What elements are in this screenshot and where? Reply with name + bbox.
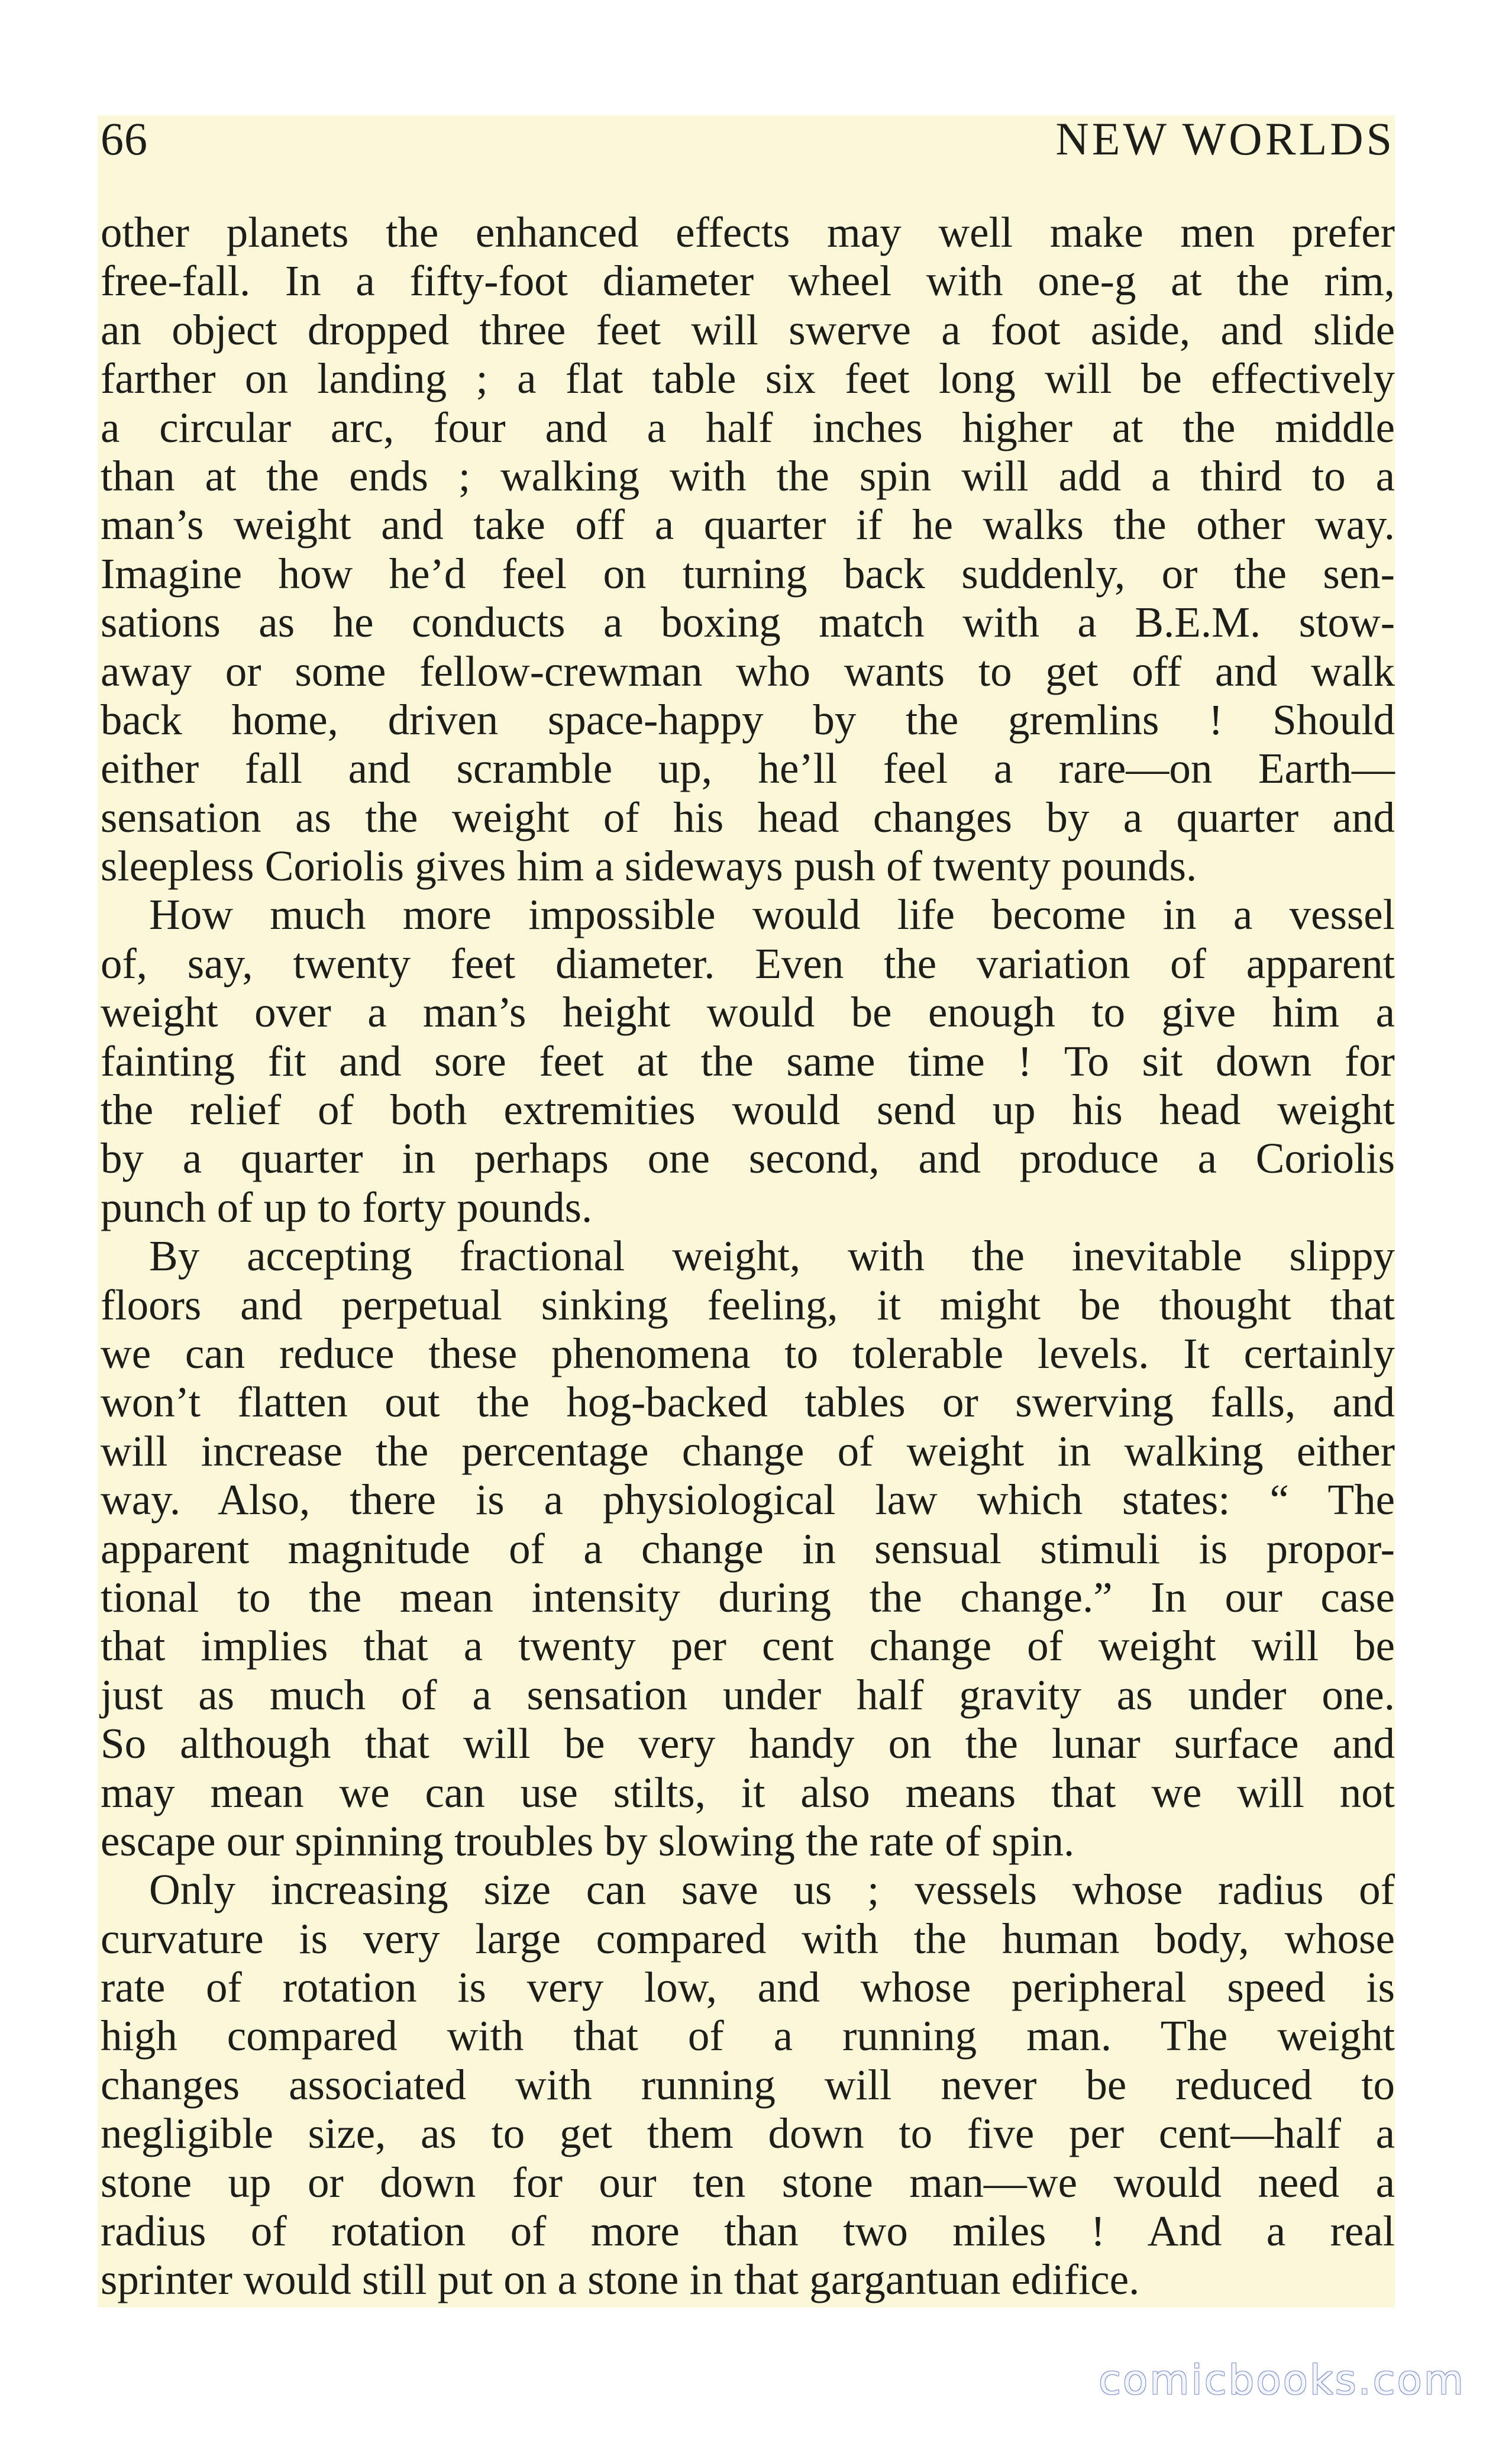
text-line: changes associated with running will never be reduced to [101,2060,1395,2109]
text-line: way. Also, there is a physiological law which states: “ The [101,1476,1395,1524]
text-line: tional to the mean intensity during the change.” In our case [101,1573,1395,1621]
text-line: escape our spinning troubles by slowing the rate of spin. [101,1816,1075,1865]
text-line: How much more impossible would life become in a vessel [149,890,1395,939]
text-line: away or some fellow-crewman who wants to get off and walk [101,647,1395,695]
page-header [101,104,1395,175]
paragraph-1 [101,208,1395,890]
text-line: that implies that a twenty per cent change of weight will be [101,1622,1395,1670]
running-title: NEW WORLDS [1055,113,1395,164]
text-line: rate of rotation is very low, and whose peripheral speed is [101,1963,1395,2012]
text-line: floors and perpetual sinking feeling, it might be thought that [101,1280,1395,1329]
paragraph-3 [101,1232,1395,1866]
text-line: negligible size, as to get them down to five per cent—half a [101,2109,1395,2158]
paragraph-2 [101,890,1395,1232]
text-line: than at the ends ; walking with the spin will add a third to a [101,451,1395,500]
text-line: weight over a man’s height would be enough to give him a [101,988,1395,1037]
text-line: radius of rotation of more than two miles ! And a real [101,2207,1395,2255]
text-line: apparent magnitude of a change in sensual stimuli is propor- [101,1524,1395,1573]
text-line: sations as he conducts a boxing match with a B.E.M. stow- [101,598,1395,647]
text-line: the relief of both extremities would send up his head weight [101,1086,1395,1134]
article-body [101,208,1395,2305]
text-line: fainting fit and sore feet at the same time ! To sit down for [101,1037,1395,1085]
paragraph-4 [101,1866,1395,2305]
page-number: 66 [101,113,148,164]
text-line: won’t flatten out the hog-backed tables or swerving falls, and [101,1378,1395,1427]
text-line: back home, driven space-happy by the gremlins ! Should [101,695,1395,744]
text-line: Imagine how he’d feel on turning back suddenly, or the sen- [101,549,1395,598]
text-line: free-fall. In a fifty-foot diameter wheel with one-g at the rim, [101,257,1395,305]
text-line: we can reduce these phenomena to tolerable levels. It certainly [101,1329,1395,1377]
text-line: sprinter would still put on a stone in that gargantuan edifice. [101,2255,1140,2304]
text-line: other planets the enhanced effects may well make men prefer [101,208,1395,256]
text-line: of, say, twenty feet diameter. Even the variation of apparent [101,939,1395,988]
text-line: stone up or down for our ten stone man—we would need a [101,2158,1395,2206]
text-line: farther on landing ; a flat table six feet long will be effectively [101,354,1395,403]
text-line: an object dropped three feet will swerve a foot aside, and slide [101,305,1395,354]
text-line: a circular arc, four and a half inches higher at the middle [101,403,1395,451]
text-line: sleepless Coriolis gives him a sideways push of twenty pounds. [101,842,1197,890]
text-line: punch of up to forty pounds. [101,1183,593,1231]
text-line: high compared with that of a running man. The weight [101,2012,1395,2060]
text-line: sensation as the weight of his head changes by a quarter and [101,793,1395,841]
text-line: by a quarter in perhaps one second, and produce a Coriolis [101,1134,1395,1183]
text-line: curvature is very large compared with the human body, whose [101,1914,1395,1963]
text-line: just as much of a sensation under half gravity as under one. [101,1670,1395,1719]
text-line: So although that will be very handy on the lunar surface and [101,1719,1395,1768]
text-line: may mean we can use stilts, it also means that we will not [101,1768,1395,1816]
text-line: will increase the percentage change of weight in walking either [101,1427,1395,1475]
site-watermark: comicbooks.com [1099,2357,1465,2404]
text-line: By accepting fractional weight, with the inevitable slippy [149,1232,1395,1280]
text-line: man’s weight and take off a quarter if he walks the other way. [101,501,1395,549]
text-line: either fall and scramble up, he’ll feel a rare—on Earth— [101,744,1395,793]
text-line: Only increasing size can save us ; vessels whose radius of [149,1866,1395,1914]
